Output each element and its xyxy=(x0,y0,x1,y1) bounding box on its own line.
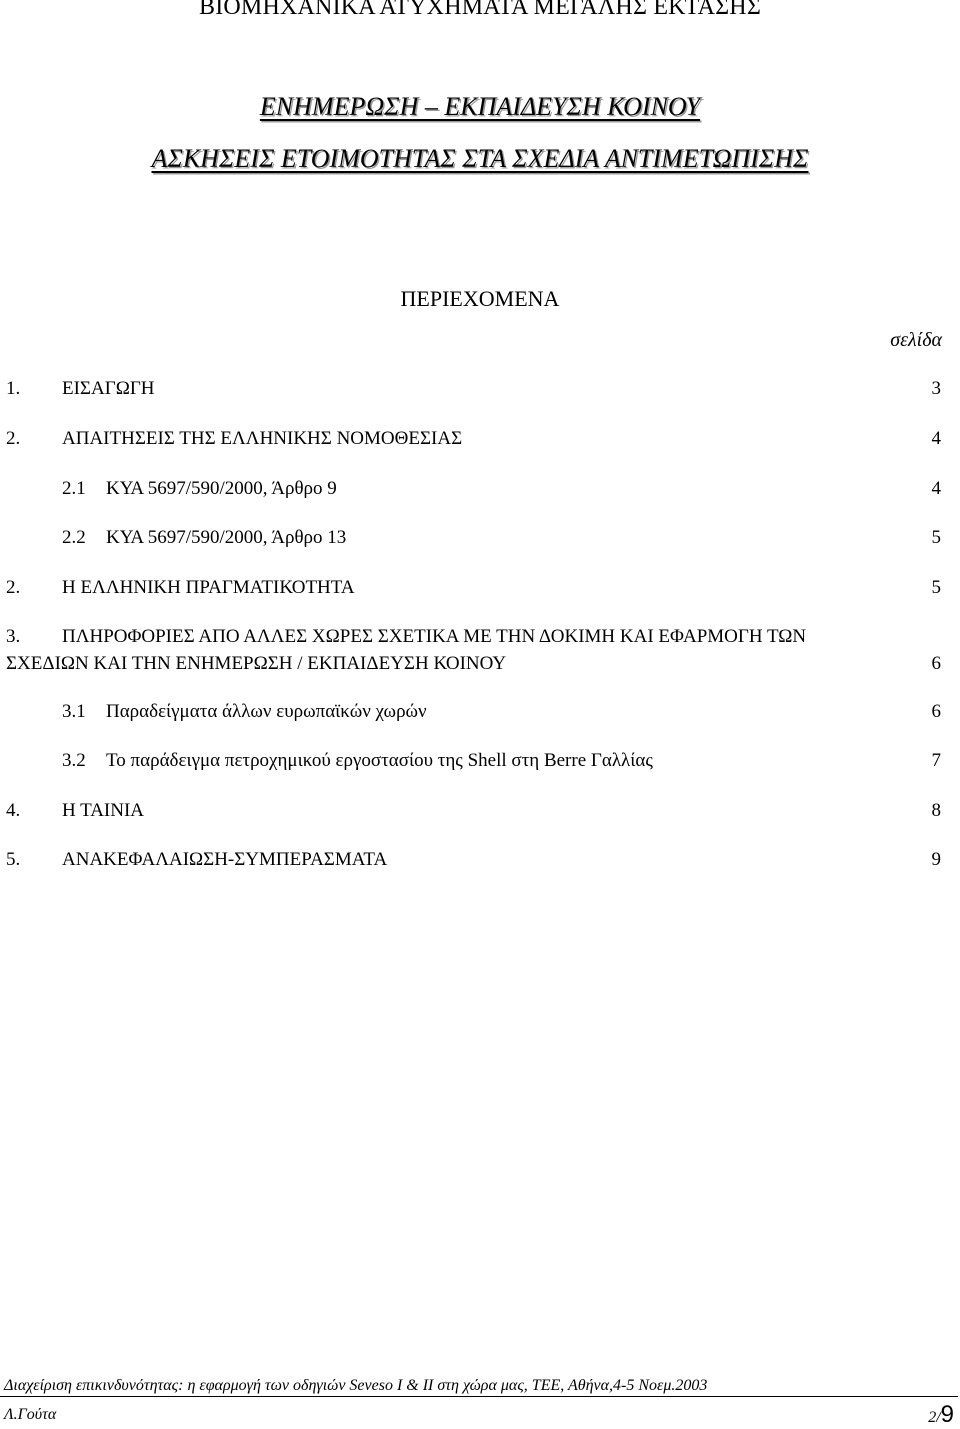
toc-entry-text-continuation: ΣΧΕΔΙΩΝ ΚΑΙ ΤΗΝ ΕΝΗΜΕΡΩΣΗ / ΕΚΠΑΙΔΕΥΣΗ ΚΟΙΝΟΥ xyxy=(6,653,507,674)
toc-entry-text: ΚΥΑ 5697/590/2000, Άρθρο 9 xyxy=(106,478,337,499)
toc-entry-number: 3.1 xyxy=(62,701,86,722)
toc-entry-text: ΑΠΑΙΤΗΣΕΙΣ ΤΗΣ ΕΛΛΗΝΙΚΗΣ ΝΟΜΟΘΕΣΙΑΣ xyxy=(62,428,463,449)
footer-page-current: 2 xyxy=(928,1409,937,1426)
footer-page-number xyxy=(928,1401,954,1429)
toc-entry-text: Η ΕΛΛΗΝΙΚΗ ΠΡΑΓΜΑΤΙΚΟΤΗΤΑ xyxy=(62,577,355,598)
toc-entry-page: 7 xyxy=(931,750,941,771)
toc-entry-number: 2.1 xyxy=(62,478,86,499)
toc-entry-number: 4. xyxy=(6,800,21,821)
toc-entry-number: 2. xyxy=(6,428,21,449)
toc-entry-text: Το παράδειγμα πετροχημικού εργοστασίου της Shell στη Berre Γαλλίας xyxy=(106,750,653,771)
toc-entry-page: 8 xyxy=(931,800,941,821)
toc-entry-text: ΕΙΣΑΓΩΓΗ xyxy=(62,378,155,399)
toc-entry-text: ΑΝΑΚΕΦΑΛΑΙΩΣΗ-ΣΥΜΠΕΡΑΣΜΑΤΑ xyxy=(62,849,388,870)
footer-author: Λ.Γούτα xyxy=(4,1406,57,1423)
toc-entry-page: 6 xyxy=(931,701,941,722)
toc-entry-page: 9 xyxy=(931,849,941,870)
document-heading-1: ΕΝΗΜΕΡΩΣΗ – ΕΚΠΑΙΔΕΥΣΗ ΚΟΙΝΟΥ xyxy=(259,92,701,121)
toc-entry-number: 2.2 xyxy=(62,527,86,548)
toc-entry-text: Η ΤΑΙΝΙΑ xyxy=(62,800,145,821)
toc-entry-page: 6 xyxy=(931,653,941,674)
toc-entry-page: 4 xyxy=(931,428,941,449)
toc-entry-page: 5 xyxy=(931,527,941,548)
footer-page-separator: / xyxy=(936,1409,941,1426)
toc-entry-number: 3. xyxy=(6,626,21,647)
document-top-title: ΒΙΟΜΗΧΑΝΙΚΑ ΑΤΥΧΗΜΑΤΑ ΜΕΓΑΛΗΣ ΕΚΤΑΣΗΣ xyxy=(198,0,761,20)
toc-entry-text: ΠΛΗΡΟΦΟΡΙΕΣ ΑΠΟ ΑΛΛΕΣ ΧΩΡΕΣ ΣΧΕΤΙΚΑ ΜΕ ΤΗΝ ΔΟΚΙΜΗ ΚΑΙ ΕΦΑΡΜΟΓΗ ΤΩΝ xyxy=(62,626,807,647)
footer-divider xyxy=(0,1396,958,1397)
toc-page-column-label: σελίδα xyxy=(890,329,942,351)
toc-entry-page: 3 xyxy=(931,378,941,399)
toc-entry-page: 4 xyxy=(931,478,941,499)
toc-entry-page: 5 xyxy=(931,577,941,598)
toc-title: ΠΕΡΙΕΧΟΜΕΝΑ xyxy=(400,286,560,311)
toc-entry-text: ΚΥΑ 5697/590/2000, Άρθρο 13 xyxy=(106,527,347,548)
toc-entry-number: 3.2 xyxy=(62,750,86,771)
document-heading-2: ΑΣΚΗΣΕΙΣ ΕΤΟΙΜΟΤΗΤΑΣ ΣΤΑ ΣΧΕΔΙΑ ΑΝΤΙΜΕΤΩΠΙΣΗΣ xyxy=(151,144,809,173)
footer-conference-line: Διαχείριση επικινδυνότητας: η εφαρμογή των οδηγιών Seveso I & II στη χώρα μας, ΤΕΕ, Αθήνα,4-5 Νοεμ.2003 xyxy=(4,1377,708,1394)
toc-entry-text: Παραδείγματα άλλων ευρωπαϊκών χωρών xyxy=(106,701,427,722)
toc-entry-number: 1. xyxy=(6,378,21,399)
toc-entry-number: 2. xyxy=(6,577,21,598)
toc-entry-number: 5. xyxy=(6,849,21,870)
footer-page-total: 9 xyxy=(940,1401,954,1428)
